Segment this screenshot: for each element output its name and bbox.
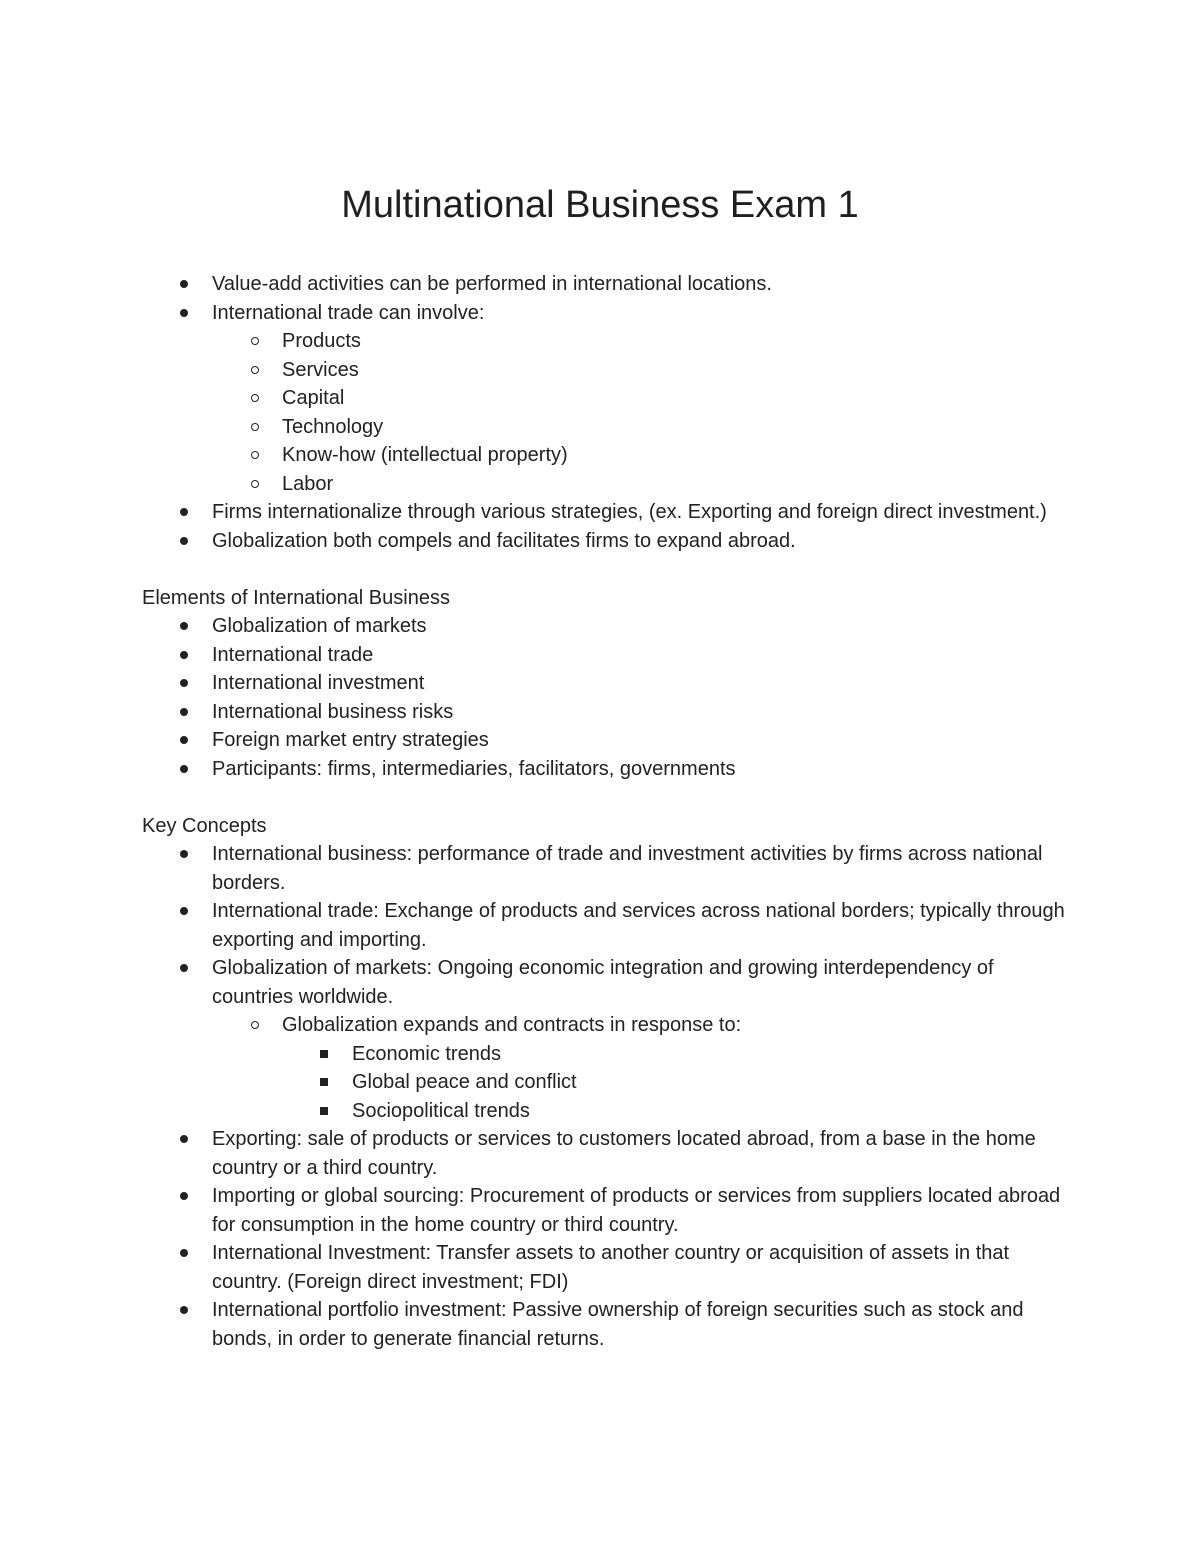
bullet-circle-icon	[251, 480, 259, 488]
list-item-text: Sociopolitical trends	[352, 1099, 530, 1122]
list-item-text: Economic trends	[352, 1042, 501, 1065]
list-item-text: Technology	[282, 415, 384, 438]
list-item	[212, 356, 1072, 385]
list-item	[212, 441, 1072, 470]
list-item	[142, 1125, 1072, 1182]
bullet-circle-icon	[251, 1021, 259, 1029]
list-item	[142, 1239, 1072, 1296]
list-item	[142, 270, 1072, 299]
list-item	[142, 1182, 1072, 1239]
list-item-text: International trade can involve:	[212, 301, 485, 324]
list-item-text: International business risks	[212, 700, 454, 723]
list-item	[142, 698, 1072, 727]
spacer	[142, 783, 1072, 812]
list-item-text: International investment	[212, 672, 425, 694]
bullet-circle-icon	[251, 337, 259, 345]
list-item-text: Foreign market entry strategies	[212, 729, 489, 751]
list-item-text: Globalization expands and contracts in response to:	[282, 1014, 742, 1036]
bullet-square-icon	[320, 1078, 328, 1086]
list-item-text: Globalization of markets	[212, 615, 427, 637]
bullet-disc-icon	[180, 907, 188, 915]
document-title: Multinational Business Exam 1	[341, 184, 859, 226]
list-item-text: Globalization of markets: Ongoing economic integration and growing interdependency of countries worldwide.	[212, 957, 994, 1008]
list-item	[142, 726, 1072, 755]
bullet-circle-icon	[251, 423, 259, 431]
key-concepts-list	[142, 840, 1072, 1353]
bullet-square-icon	[320, 1107, 328, 1115]
key-concepts-heading: Key Concepts	[142, 814, 267, 837]
bullet-disc-icon	[180, 1306, 188, 1314]
list-item	[142, 1296, 1072, 1353]
globalization-factors-list	[282, 1040, 1072, 1126]
list-item-text: Exporting: sale of products or services to customers located abroad, from a base in the home country or a third country.	[212, 1128, 1036, 1179]
list-item	[142, 954, 1072, 1125]
bullet-circle-icon	[251, 394, 259, 402]
list-item-text: Capital	[282, 387, 345, 409]
list-item	[282, 1068, 1072, 1097]
bullet-disc-icon	[180, 708, 188, 716]
bullet-disc-icon	[180, 508, 188, 516]
intro-list	[142, 270, 1072, 555]
bullet-disc-icon	[180, 280, 188, 288]
bullet-disc-icon	[180, 1135, 188, 1143]
list-item	[142, 840, 1072, 897]
bullet-disc-icon	[180, 537, 188, 545]
list-item-text: International portfolio investment: Passive ownership of foreign securities such as stock and bonds, in order to generate financial returns.	[212, 1299, 1024, 1350]
list-item-text: Services	[282, 358, 359, 381]
list-item	[142, 641, 1072, 670]
bullet-disc-icon	[180, 1249, 188, 1257]
list-item	[212, 413, 1072, 442]
elements-heading: Elements of International Business	[142, 586, 450, 609]
list-item	[142, 498, 1072, 527]
list-item	[212, 470, 1072, 499]
list-item-text: Firms internationalize through various strategies, (ex. Exporting and foreign direct investment.)	[212, 501, 1047, 523]
bullet-circle-icon	[251, 366, 259, 374]
list-item	[212, 327, 1072, 356]
list-item-text: Global peace and conflict	[352, 1071, 577, 1093]
list-item	[142, 612, 1072, 641]
list-item	[142, 669, 1072, 698]
list-item-text: Products	[282, 330, 361, 352]
bullet-disc-icon	[180, 622, 188, 630]
list-item	[282, 1097, 1072, 1126]
list-item-text: Value-add activities can be performed in international locations.	[212, 273, 772, 295]
bullet-disc-icon	[180, 964, 188, 972]
bullet-disc-icon	[180, 651, 188, 659]
bullet-disc-icon	[180, 850, 188, 858]
spacer	[142, 555, 1072, 584]
list-item	[142, 299, 1072, 499]
bullet-square-icon	[320, 1050, 328, 1058]
bullet-disc-icon	[180, 309, 188, 317]
globalization-sub-list	[212, 1011, 1072, 1125]
bullet-disc-icon	[180, 679, 188, 687]
bullet-disc-icon	[180, 736, 188, 744]
list-item	[282, 1040, 1072, 1069]
trade-involves-list	[212, 327, 1072, 498]
bullet-circle-icon	[251, 451, 259, 459]
list-item-text: International trade	[212, 643, 374, 666]
list-item-text: Labor	[282, 472, 334, 495]
bullet-disc-icon	[180, 1192, 188, 1200]
list-item-text: International Investment: Transfer assets to another country or acquisition of assets in that country. (Foreign direct investment; FDI)	[212, 1242, 1010, 1293]
list-item-text: International trade: Exchange of products and services across national borders; typically through exporting and importing.	[212, 900, 1065, 951]
list-item-text: Globalization both compels and facilitates firms to expand abroad.	[212, 529, 796, 552]
elements-list	[142, 612, 1072, 783]
document-body	[142, 270, 1072, 1353]
list-item-text: Importing or global sourcing: Procurement of products or services from suppliers located abroad for consumption in the home country or third country.	[212, 1185, 1061, 1236]
list-item	[142, 755, 1072, 784]
list-item	[212, 1011, 1072, 1125]
list-item	[142, 897, 1072, 954]
list-item-text: Participants: firms, intermediaries, facilitators, governments	[212, 757, 736, 780]
bullet-disc-icon	[180, 765, 188, 773]
list-item	[142, 527, 1072, 556]
list-item-text: International business: performance of trade and investment activities by firms across national borders.	[212, 843, 1043, 894]
list-item	[212, 384, 1072, 413]
list-item-text: Know-how (intellectual property)	[282, 444, 568, 466]
